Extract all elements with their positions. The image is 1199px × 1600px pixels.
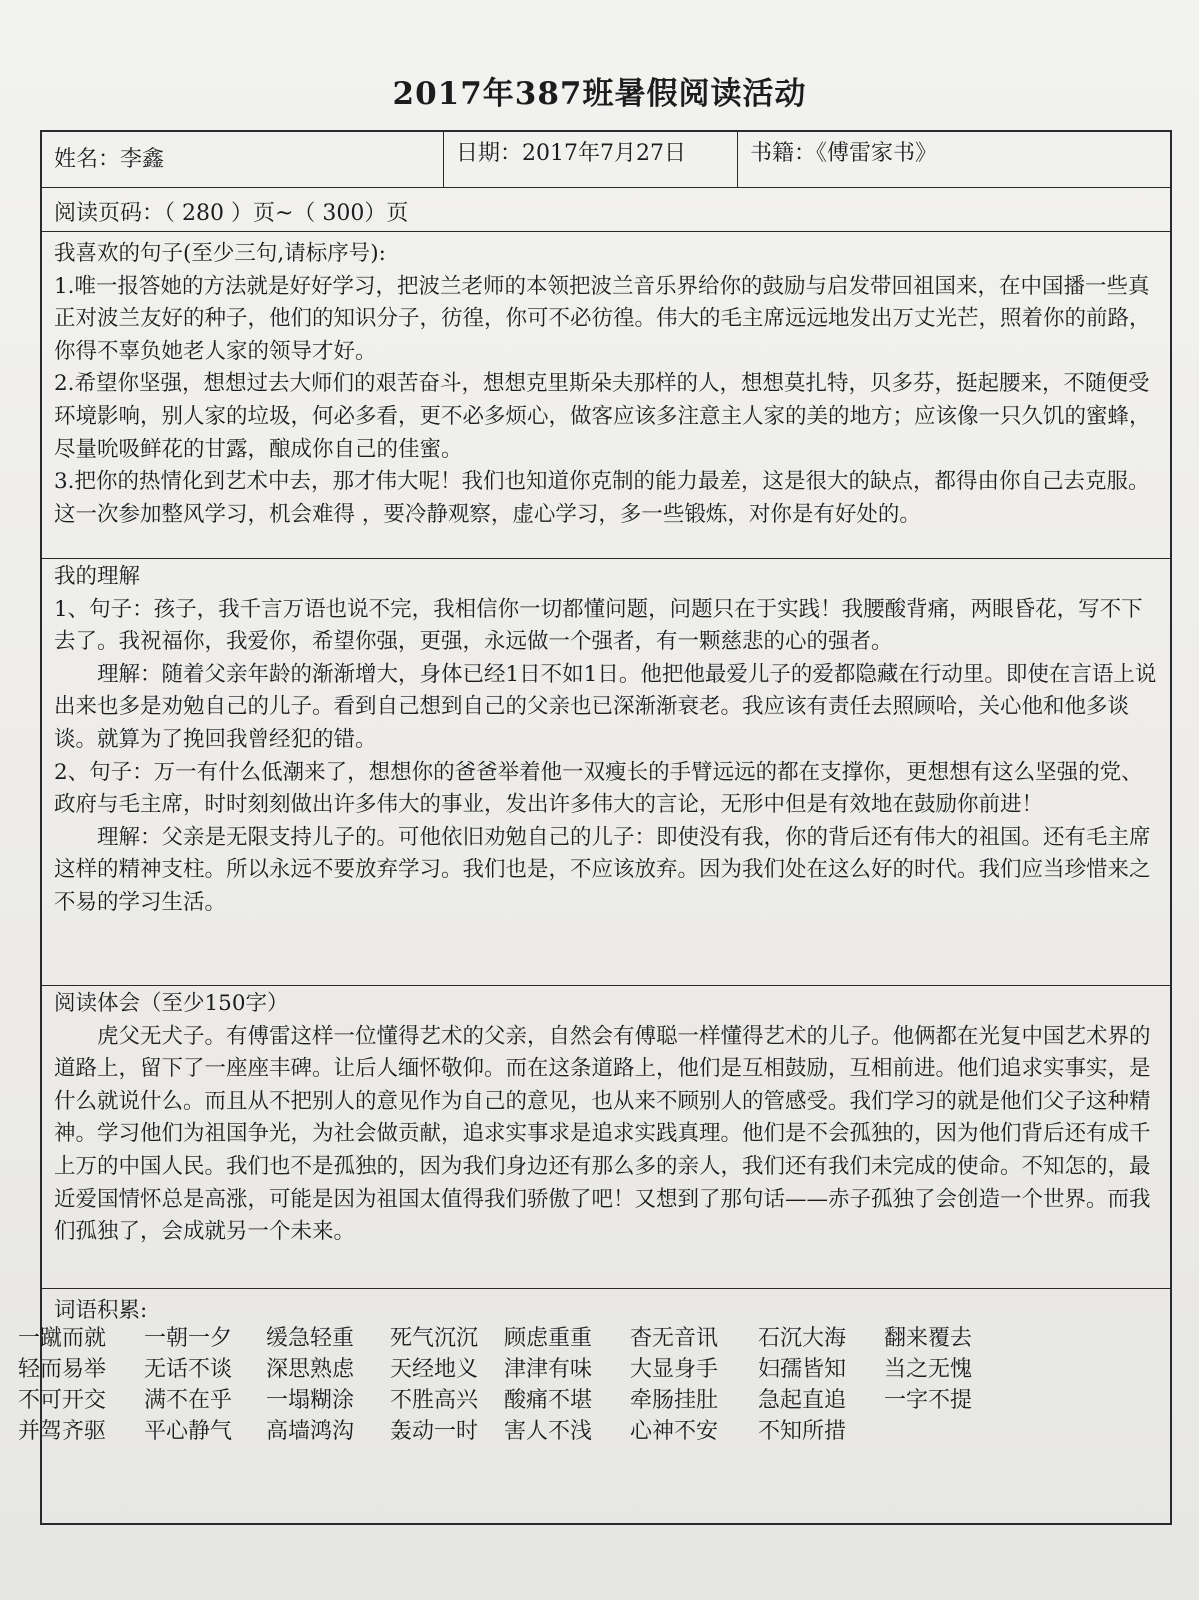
understanding-comment-2: 理解：父亲是无限支持儿子的。可他依旧劝勉自己的儿子：即使没有我，你的背后还有伟大的祖国。还有毛主席这样的精神支柱。所以永远不要放弃学习。我们也是，不应该放弃。因为我们处在这么好的时代。我们应当珍惜来之不易的学习生活。 — [54, 824, 1151, 915]
vocab-word: 害人不浅 — [504, 1419, 593, 1444]
vocab-word: 石沉大海 — [758, 1326, 847, 1351]
vocab-word: 轻而易举 — [18, 1357, 107, 1382]
vocab-word: 翻来覆去 — [884, 1326, 973, 1351]
vocab-word — [884, 1416, 1004, 1447]
sentence-item: 3.把你的热情化到艺术中去，那才伟大呢！我们也知道你克制的能力最差，这是很大的缺点，都得由你自己去克服。这一次参加整风学习，机会难得 ，要冷静观察，虚心学习，多一些锻炼，对你是有好处的。 — [54, 469, 1150, 527]
page-title: 2017年387班暑假阅读活动 — [392, 76, 807, 112]
vocab-word: 不知所措 — [758, 1419, 847, 1444]
sentences-section — [42, 232, 1170, 559]
student-name: 姓名：李鑫 — [42, 132, 444, 187]
vocab-word: 缓急轻重 — [266, 1326, 355, 1351]
worksheet-table — [40, 130, 1172, 1525]
sentences-label: 我喜欢的句子(至少三句,请标序号): — [54, 241, 386, 266]
vocab-word: 牵肠挂肚 — [630, 1388, 719, 1413]
vocab-word: 不可开交 — [18, 1388, 107, 1413]
vocab-word: 心神不安 — [630, 1419, 719, 1444]
vocab-word: 天经地义 — [390, 1357, 479, 1382]
vocab-word: 一朝一夕 — [144, 1326, 233, 1351]
understanding-sentence-1: 1、句子：孩子，我千言万语也说不完，我相信你一切都懂问题，问题只在于实践！我腰酸背痛，两眼昏花，写不下去了。我祝福你，我爱你，希望你强，更强，永远做一个强者，有一颗慈悲的心的强者。 — [54, 596, 1143, 655]
sentence-item: 1.唯一报答她的方法就是好好学习，把波兰老师的本领把波兰音乐界给你的鼓励与启发带回祖国来，在中国播一些真正对波兰友好的种子，他们的知识分子，彷徨，你可不必彷徨。伟大的毛主席远远地发出万丈光芒，照着你的前路，你得不辜负她老人家的领导才好。 — [54, 273, 1151, 364]
vocab-word: 轰动一时 — [390, 1419, 479, 1444]
reading-pages: 阅读页码：（ 280 ）页~（ 300）页 — [54, 201, 409, 226]
vocab-word: 高墙鸿沟 — [266, 1419, 355, 1444]
vocab-word: 酸痛不堪 — [504, 1388, 593, 1413]
vocab-word: 杳无音讯 — [630, 1326, 719, 1351]
vocab-word: 无话不谈 — [144, 1357, 233, 1382]
vocab-word: 不胜高兴 — [390, 1388, 479, 1413]
vocabulary-list — [18, 1323, 1098, 1447]
vocab-word: 急起直追 — [758, 1388, 847, 1413]
vocab-word: 一蹴而就 — [18, 1326, 107, 1351]
header-row — [42, 132, 1170, 188]
book-title: 书籍：《傅雷家书》 — [750, 141, 938, 166]
vocab-word: 一塌糊涂 — [266, 1388, 355, 1413]
reflection-section — [42, 986, 1170, 1289]
vocab-word: 并驾齐驱 — [18, 1419, 107, 1444]
vocab-word: 死气沉沉 — [390, 1326, 479, 1351]
understanding-sentence-2: 2、句子：万一有什么低潮来了，想想你的爸爸举着他一双瘦长的手臂远远的都在支撑你，更想想有这么坚强的党、政府与毛主席，时时刻刻做出许多伟大的事业，发出许多伟大的言论，无形中但是有效地在鼓励你前进！ — [54, 759, 1143, 818]
sentence-item: 2.希望你坚强，想想过去大师们的艰苦奋斗，想想克里斯朵夫那样的人，想想莫扎特，贝多芬，挺起腰来，不随便受环境影响，别人家的垃圾，何必多看，更不必多烦心，做客应该多注意主人家的美的地方；应该像一只久饥的蜜蜂，尽量吮吸鲜花的甘露，酿成你自己的佳蜜。 — [54, 371, 1151, 462]
vocab-word: 顾虑重重 — [504, 1326, 593, 1351]
vocabulary-label: 词语积累: — [54, 1298, 148, 1323]
reflection-label: 阅读体会（至少150字） — [54, 991, 289, 1016]
vocab-word: 满不在乎 — [144, 1388, 233, 1413]
vocab-word: 大显身手 — [630, 1357, 719, 1382]
vocab-word: 平心静气 — [144, 1419, 233, 1444]
vocab-word: 一字不提 — [884, 1388, 973, 1413]
vocab-word: 津津有味 — [504, 1357, 593, 1382]
understanding-comment-1: 理解：随着父亲年龄的渐渐增大，身体已经1日不如1日。他把他最爱儿子的爱都隐藏在行动里。即使在言语上说出来也多是劝勉自己的儿子。看到自己想到自己的父亲也已深渐渐衰老。我应该有责任去照顾哈，关心他和他多谈谈。就算为了挽回我曾经犯的错。 — [54, 661, 1157, 752]
pages-row — [42, 188, 1170, 232]
reading-date: 日期：2017年7月27日 — [444, 132, 738, 187]
vocab-word: 当之无愧 — [884, 1357, 973, 1382]
understanding-section — [42, 559, 1170, 986]
vocab-word: 妇孺皆知 — [758, 1357, 847, 1382]
vocab-word: 深思熟虑 — [266, 1357, 355, 1382]
understanding-label: 我的理解 — [54, 564, 141, 589]
reflection-text: 虎父无犬子。有傅雷这样一位懂得艺术的父亲，自然会有傅聪一样懂得艺术的儿子。他俩都在光复中国艺术界的道路上，留下了一座座丰碑。让后人缅怀敬仰。而在这条道路上，他们是互相鼓励，互相前进。他们追求实事实，是什么就说什么。而且从不把别人的意见作为自己的意见，也从来不顾别人的管感受。我们学习的就是他们父子这种精神。学习他们为祖国争光，为社会做贡献，追求实事求是追求实践真理。他们是不会孤独的，因为他们背后还有成千上万的中国人民。我们也不是孤独的，因为我们身边还有那么多的亲人，我们还有我们未完成的使命。不知怎的，最近爱国情怀总是高涨，可能是因为祖国太值得我们骄傲了吧！又想到了那句话——赤子孤独了会创造一个世界。而我们孤独了，会成就另一个未来。 — [54, 1023, 1151, 1245]
